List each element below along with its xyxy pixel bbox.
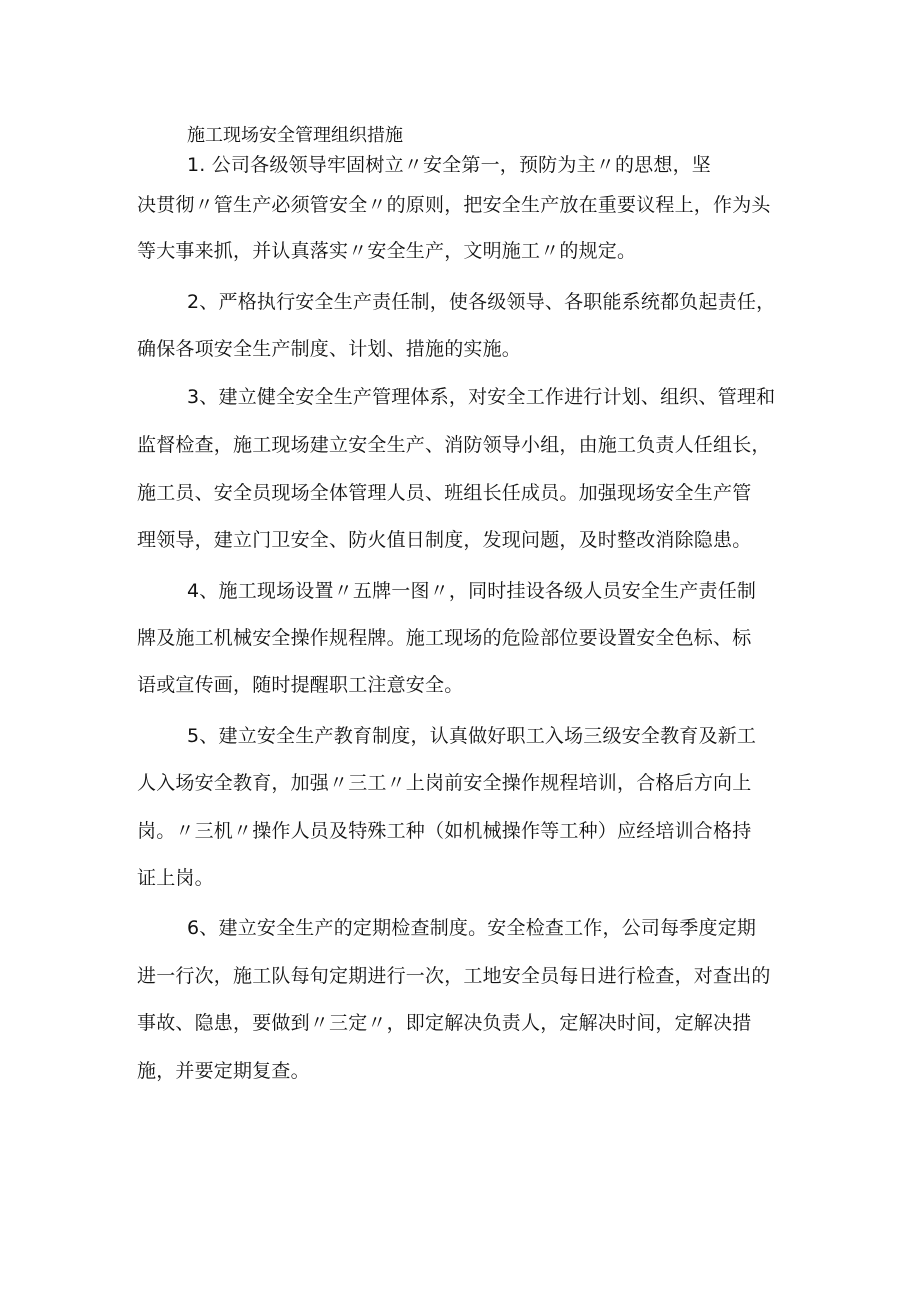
paragraph-5-line-1: 5、建立安全生产教育制度，认真做好职工入场三级安全教育及新工 [187,725,757,747]
paragraph-6-line-1: 6、建立安全生产的定期检查制度。安全检查工作，公司每季度定期 [187,917,757,939]
paragraph-2-line-1: 2、严格执行安全生产责任制，使各级领导、各职能系统都负起责任， [187,291,776,313]
paragraph-5-line-4: 证上岗。 [137,867,214,889]
paragraph-4-line-2: 牌及施工机械安全操作规程牌。施工现场的危险部位要设置安全色标、标 [137,627,752,649]
paragraph-6-line-3: 事故、隐患，要做到〃三定〃，即定解决负责人，定解决时间，定解决措 [137,1012,752,1034]
paragraph-1-line-2: 决贯彻〃管生产必须管安全〃的原则，把安全生产放在重要议程上，作为头 [137,194,771,216]
document-title: 施工现场安全管理组织措施 [187,125,403,146]
paragraph-5-line-3: 岗。〃三机〃操作人员及特殊工种（如机械操作等工种）应经培训合格持 [137,820,752,842]
paragraph-6-line-2: 进一行次，施工队每旬定期进行一次，工地安全员每日进行检查，对查出的 [137,965,771,987]
paragraph-1-line-3: 等大事来抓，并认真落实〃安全生产，文明施工〃的规定。 [137,240,637,262]
paragraph-4-line-1: 4、施工现场设置〃五牌一图〃，同时挂设各级人员安全生产责任制 [187,580,757,602]
paragraph-3-line-3: 施工员、安全员现场全体管理人员、班组长任成员。加强现场安全生产管 [137,482,752,504]
paragraph-1-line-1: 1. 公司各级领导牢固树立〃安全第一，预防为主〃的思想，坚 [187,154,711,176]
paragraph-5-line-2: 人入场安全教育，加强〃三工〃上岗前安全操作规程培训，合格后方向上 [137,772,752,794]
paragraph-3-line-4: 理领导，建立门卫安全、防火值日制度，发现问题，及时整改消除隐患。 [137,529,752,551]
paragraph-3-line-2: 监督检查，施工现场建立安全生产、消防领导小组，由施工负责人任组长， [137,434,771,456]
paragraph-4-line-3: 语或宣传画，随时提醒职工注意安全。 [137,674,464,696]
paragraph-2-line-2: 确保各项安全生产制度、计划、措施的实施。 [137,338,522,360]
paragraph-6-line-4: 施，并要定期复查。 [137,1060,310,1082]
paragraph-3-line-1: 3、建立健全安全生产管理体系，对安全工作进行计划、组织、管理和 [187,386,776,408]
